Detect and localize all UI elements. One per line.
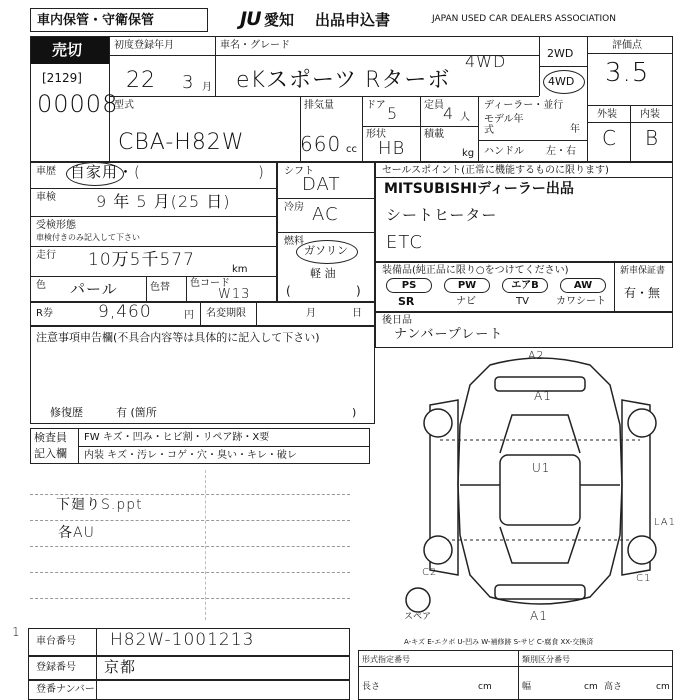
height-unit: cm: [656, 682, 670, 692]
first-reg-month: 3: [182, 72, 195, 93]
lot-code: [2129]: [42, 71, 82, 85]
first-reg-year: 22: [126, 68, 156, 93]
inspector-note-1: 下廻りS.ppt: [56, 497, 143, 513]
repair-label: 修復歴: [50, 406, 83, 419]
displacement-value: 660: [300, 132, 342, 156]
interior-label: 内装: [640, 109, 660, 120]
sales-point-label: セールスポイント(正常に機能するものに限ります): [382, 165, 609, 176]
color-code-value: W13: [218, 287, 251, 302]
equip-tv: TV: [516, 296, 529, 307]
displacement-unit: cc: [346, 144, 357, 155]
recycle-row: [30, 302, 375, 326]
inspection-value: 9 年 5 月(25 日): [96, 192, 231, 211]
category-number-label: 類別区分番号: [522, 655, 570, 664]
fuel-alt: 軽 油: [310, 267, 336, 280]
inspector-row2: 内装 キズ・汚レ・コゲ・穴・臭い・キレ・破レ: [84, 450, 297, 461]
mileage-value: 10万5千577: [88, 250, 195, 270]
damage-mark-left-rear: C2: [422, 567, 438, 578]
drive-4wd: 4WD: [548, 75, 575, 88]
storage-note-text: 車内保管・守衛保管: [37, 13, 155, 28]
recycle-value: 9,460: [98, 302, 152, 322]
history-label: 車歴: [36, 166, 56, 177]
displacement-label: 排気量: [304, 100, 334, 111]
car-name-label: 車名・グレード: [220, 40, 290, 51]
mileage-label: 走行: [36, 250, 56, 261]
dealer-label: ディーラー・並行: [484, 100, 564, 111]
equipment-label: 装備品(純正品に限り○をつけてください): [382, 265, 569, 276]
capacity-value: 4: [443, 104, 455, 123]
equip-leather: カワシート: [556, 296, 606, 307]
drive-handwritten: 4WD: [465, 52, 507, 71]
doors-label: ドア: [366, 100, 386, 111]
capacity-unit: 人: [460, 112, 470, 123]
color-value: パール: [70, 280, 118, 298]
storage-note: [30, 8, 208, 32]
damage-mark-rear: A1: [530, 609, 548, 623]
sales-point-item-1: シートヒーター: [386, 206, 498, 224]
length-label: 長さ: [362, 682, 381, 692]
warranty-value: 有・無: [624, 286, 661, 300]
model-year-label: モデル年式: [484, 114, 524, 136]
sales-point-item-2: ETC: [386, 232, 423, 253]
plate-label: 登番ナンバー: [36, 684, 95, 695]
damage-mark-front: A2: [528, 349, 545, 362]
ac-label: 冷房: [284, 202, 304, 213]
repair-value: 有 (箇所: [116, 406, 157, 419]
history-value: 自家用・(: [70, 163, 141, 181]
association-name: JAPAN USED CAR DEALERS ASSOCIATION: [432, 14, 616, 24]
equip-navi: ナビ: [456, 296, 476, 307]
drive-2wd: 2WD: [547, 47, 574, 60]
sold-label: 売切: [52, 41, 83, 59]
damage-mark-right-rear: C1: [636, 573, 652, 584]
history-close: ): [258, 163, 265, 181]
format-number-label: 形式指定番号: [362, 655, 410, 664]
receive-label: 受検形態: [36, 220, 76, 231]
inspector-row1: FW キズ・凹み・ヒビ割・リペア跡・X要: [84, 432, 270, 443]
damage-mark-hood: A1: [534, 389, 552, 403]
inspector-fill-label: 記入欄: [34, 447, 67, 460]
model-value: CBA-H82W: [118, 130, 245, 155]
lot-number: 00008: [37, 90, 119, 118]
recycle-yen: 円: [184, 310, 194, 321]
fuel-label: 燃料: [284, 236, 304, 247]
shift-label: シフト: [284, 166, 314, 177]
damage-mark-roof: U1: [532, 461, 551, 475]
footer-mark: 1: [12, 625, 21, 639]
fuel-value: ガソリン: [304, 244, 348, 257]
load-label: 積載: [424, 129, 444, 140]
mileage-unit: km: [232, 264, 248, 275]
shape-label: 形状: [366, 129, 386, 140]
evaluation-label: 評価点: [612, 40, 642, 51]
equip-airbag: エアB: [502, 278, 548, 293]
width-label: 幅: [522, 682, 532, 692]
chassis-number: H82W-1001213: [110, 630, 255, 650]
org-name: 愛知: [264, 11, 295, 29]
repair-close: ): [352, 406, 357, 419]
handle-value: 左・右: [546, 146, 576, 157]
model-year-unit: 年: [570, 124, 580, 135]
damage-mark-right: LA1: [654, 517, 677, 528]
equip-ps: PS: [386, 278, 432, 293]
handle-label: ハンドル: [484, 146, 524, 157]
color-label: 色: [36, 280, 46, 291]
doors-value: 5: [387, 104, 399, 123]
spare-label: スペア: [404, 612, 432, 622]
evaluation-score: 3.5: [605, 58, 650, 88]
reg-value: 京都: [104, 658, 137, 676]
equip-pw: PW: [444, 278, 490, 293]
fuel-paren: (: [286, 284, 291, 298]
equip-aw: AW: [560, 278, 606, 293]
model-label: 型式: [114, 100, 134, 111]
interior-grade: B: [645, 126, 660, 150]
equip-sr: SR: [398, 295, 415, 308]
name-change-label: 名変期限: [206, 308, 246, 319]
reg-row: [28, 656, 350, 680]
exterior-grade: C: [602, 126, 617, 150]
chassis-label: 車台番号: [36, 636, 76, 647]
width-unit: cm: [584, 682, 598, 692]
inspector-label: 検査員: [34, 431, 67, 444]
name-change-day: 日: [352, 308, 362, 319]
form-title: 出品申込書: [315, 11, 391, 29]
inspection-label: 車検: [36, 192, 56, 203]
damage-legend: A-キズ E-エクボ U-凹み W-補修跡 S-サビ C-腐食 XX-交換済: [404, 638, 594, 646]
shape-value: HB: [378, 138, 406, 159]
capacity-label: 定員: [424, 100, 444, 111]
fuel-paren-close: ): [356, 284, 361, 298]
inspector-note-2: 各AU: [58, 525, 95, 541]
recycle-label: R券: [36, 308, 53, 319]
ac-value: AC: [312, 204, 339, 225]
reg-label: 登録番号: [36, 662, 76, 673]
shift-value: DAT: [302, 174, 341, 195]
color-code-label: 色コード: [190, 278, 230, 289]
color-swap-label: 色替: [150, 282, 170, 293]
length-unit: cm: [478, 682, 492, 692]
first-reg-label: 初度登録年月: [114, 40, 174, 51]
load-unit: kg: [462, 148, 475, 159]
ju-logo: JU: [240, 8, 261, 30]
car-name: eKスポーツ Rターボ: [236, 68, 451, 93]
warranty-label: 新車保証書: [620, 266, 666, 276]
name-change-month: 月: [306, 308, 316, 319]
first-reg-month-unit: 月: [202, 82, 212, 93]
height-label: 高さ: [604, 682, 623, 692]
sales-point-dealer: MITSUBISHIディーラー出品: [384, 181, 574, 197]
receive-note: 車検付きのみ記入して下さい: [36, 233, 140, 242]
aftermarket-label: 後日品: [382, 315, 412, 326]
aftermarket-value: ナンバープレート: [394, 327, 504, 342]
notes-label: 注意事項申告欄(不具合内容等は具体的に記入して下さい): [36, 331, 320, 344]
exterior-label: 外装: [597, 109, 617, 120]
